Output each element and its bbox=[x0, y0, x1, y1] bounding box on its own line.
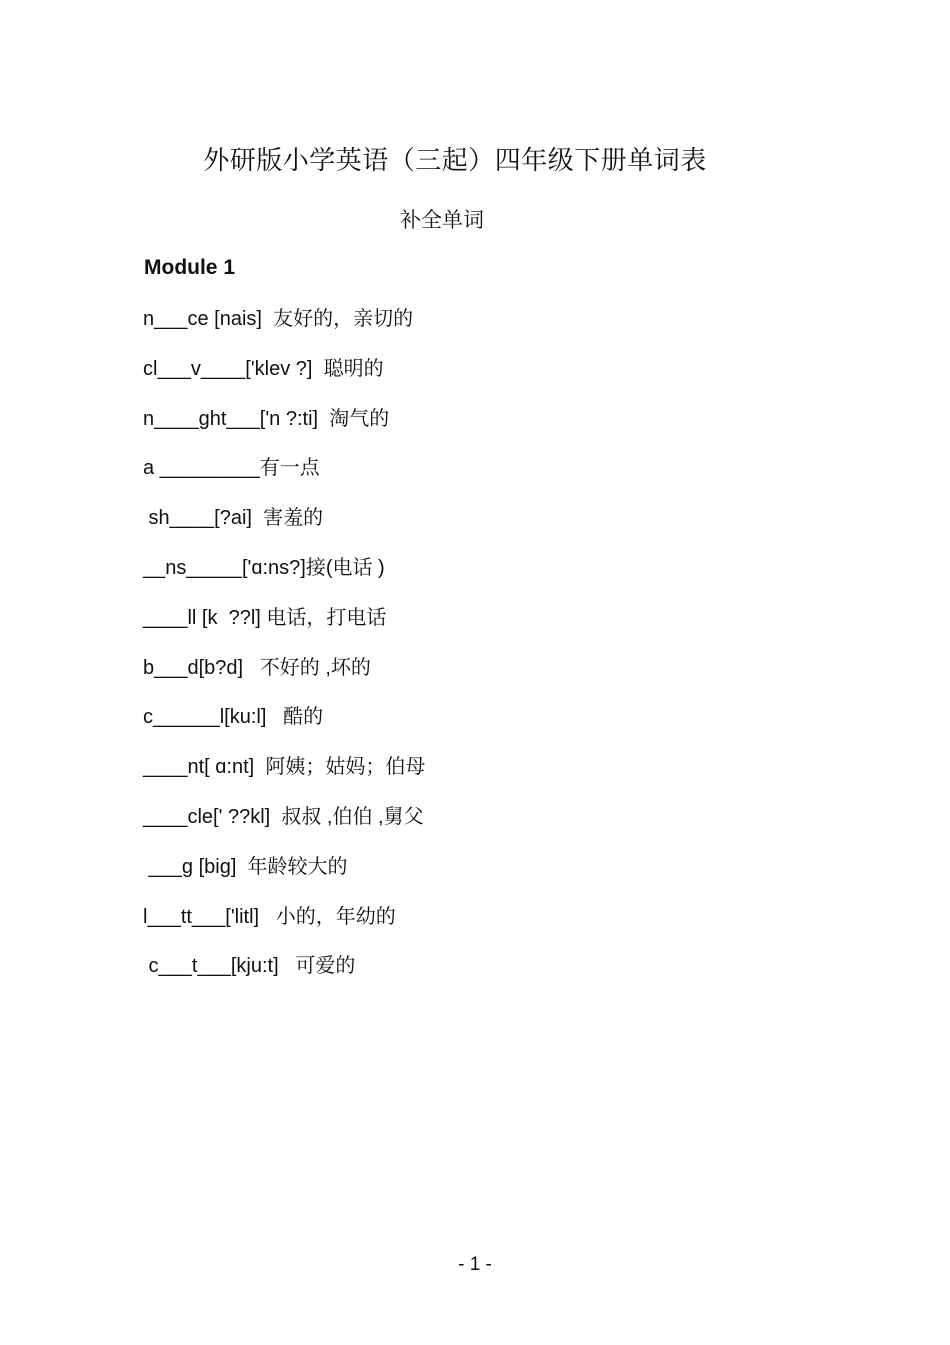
vocabulary-item: b___d[b?d] 不好的 ,坏的 bbox=[143, 656, 371, 679]
module-heading: Module 1 bbox=[144, 256, 236, 279]
vocabulary-item: n___ce [nais] 友好的，亲切的 bbox=[143, 308, 414, 330]
vocabulary-item: c___t___[kju:t] 可爱的 bbox=[143, 955, 356, 978]
vocabulary-item: sh____[?ai] 害羞的 bbox=[143, 507, 324, 530]
vocabulary-list bbox=[143, 304, 425, 1001]
vocabulary-item: l___tt___['litl] 小的，年幼的 bbox=[143, 905, 396, 928]
vocabulary-item: __ns_____['ɑ:ns?]接(电话 ) bbox=[143, 556, 385, 579]
document-subtitle: 补全单词 bbox=[400, 208, 484, 232]
vocabulary-item: n____ght___['n ?:ti] 淘气的 bbox=[143, 407, 390, 430]
vocabulary-item: c______l[ku:l] 酷的 bbox=[143, 706, 324, 729]
vocabulary-item: ____cle[' ??kl] 叔叔 ,伯伯 ,舅父 bbox=[143, 805, 424, 828]
page-number: - 1 - bbox=[458, 1254, 492, 1275]
vocabulary-item: ____ll [k ??l] 电话，打电话 bbox=[143, 606, 387, 629]
vocabulary-item: ____nt[ ɑ:nt] 阿姨；姑妈；伯母 bbox=[143, 756, 426, 779]
vocabulary-item: cl___v____['klev ?] 聪明的 bbox=[143, 357, 384, 380]
document-title: 外研版小学英语（三起）四年级下册单词表 bbox=[203, 146, 707, 176]
vocabulary-item: ___g [big] 年龄较大的 bbox=[143, 855, 348, 878]
vocabulary-item: a _________有一点 bbox=[143, 457, 320, 480]
